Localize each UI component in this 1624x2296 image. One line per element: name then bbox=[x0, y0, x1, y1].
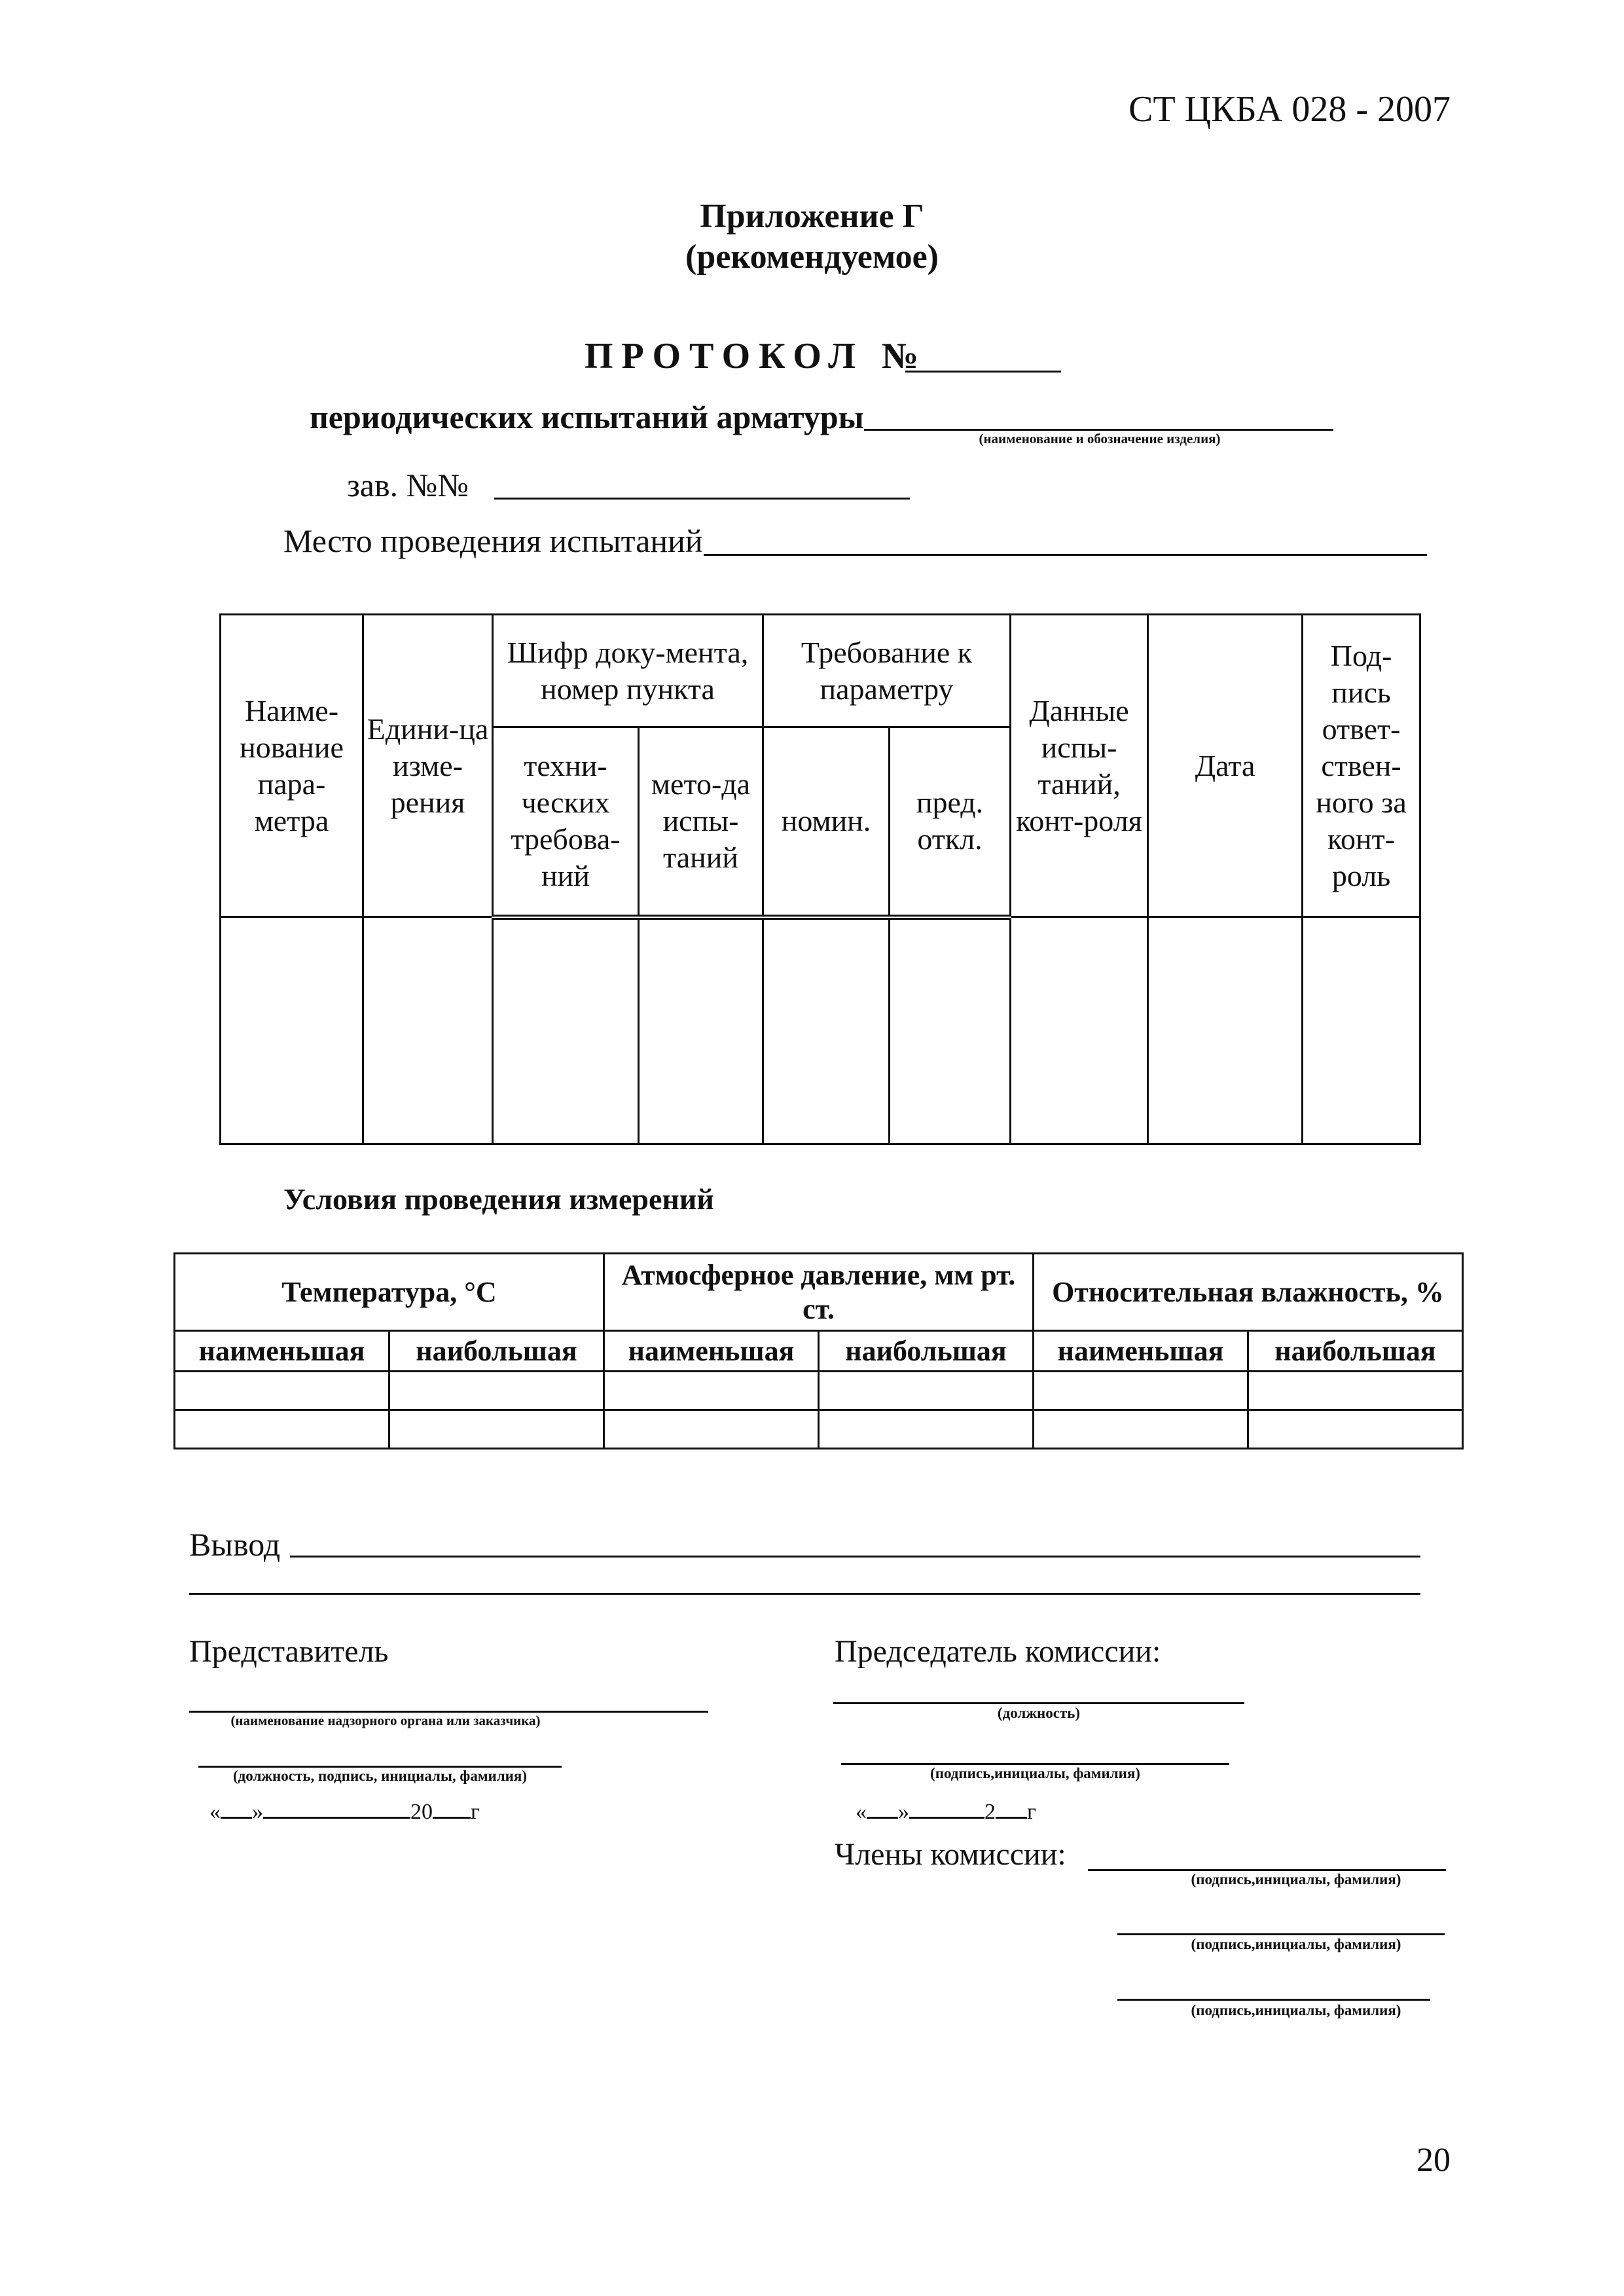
table-cell[interactable] bbox=[1248, 1410, 1463, 1449]
product-name-caption: (наименование и обозначение изделия) bbox=[979, 431, 1221, 446]
table-cell[interactable] bbox=[1303, 917, 1420, 1144]
representative-date[interactable]: « » 20 г bbox=[209, 1797, 480, 1825]
header-unit: Едини-ца изме-рения bbox=[363, 615, 493, 917]
test-results-table bbox=[219, 613, 1421, 1145]
representative-label: Представитель bbox=[189, 1634, 389, 1669]
table-cell[interactable] bbox=[175, 1410, 389, 1449]
header-pressure-min: наименьшая bbox=[604, 1331, 819, 1372]
header-test-data: Данные испы-таний, конт-роля bbox=[1011, 615, 1148, 917]
header-test-method: мето-да испы-таний bbox=[639, 727, 763, 917]
member-signature-caption-2: (подпись,инициалы, фамилия) bbox=[1191, 1936, 1401, 1952]
table-cell[interactable] bbox=[1248, 1372, 1463, 1410]
appendix-subtitle: (рекомендуемое) bbox=[685, 238, 939, 276]
table-cell[interactable] bbox=[175, 1372, 389, 1410]
header-temperature: Температура, °С bbox=[175, 1254, 604, 1331]
chairman-position-field[interactable] bbox=[833, 1702, 1244, 1704]
member-signature-field-3[interactable] bbox=[1117, 1999, 1430, 2001]
header-tech-requirements: техни-ческих требова-ний bbox=[493, 727, 639, 917]
conclusion-label: Вывод bbox=[189, 1526, 281, 1563]
commission-members-label: Члены комиссии: bbox=[835, 1837, 1066, 1872]
conclusion-field[interactable] bbox=[290, 1556, 1420, 1558]
chairman-date[interactable]: « » 2 г bbox=[856, 1797, 1036, 1825]
representative-org-caption: (наименование надзорного органа или заказчика) bbox=[230, 1713, 541, 1728]
serial-numbers-field[interactable] bbox=[494, 498, 910, 500]
table-cell[interactable] bbox=[493, 917, 639, 1144]
header-tolerance: пред. откл. bbox=[890, 727, 1011, 917]
table-cell[interactable] bbox=[389, 1410, 604, 1449]
conditions-title: Условия проведения измерений bbox=[283, 1182, 714, 1216]
chairman-signature-caption: (подпись,инициалы, фамилия) bbox=[930, 1765, 1140, 1781]
header-humidity-min: наименьшая bbox=[1034, 1331, 1248, 1372]
header-pressure-max: наибольшая bbox=[819, 1331, 1034, 1372]
chairman-position-caption: (должность) bbox=[997, 1705, 1081, 1721]
header-temp-max: наибольшая bbox=[389, 1331, 604, 1372]
protocol-title: ПРОТОКОЛ № bbox=[585, 336, 928, 376]
member-signature-field-2[interactable] bbox=[1117, 1933, 1445, 1935]
page-number: 20 bbox=[1416, 2141, 1451, 2179]
table-cell[interactable] bbox=[1034, 1372, 1248, 1410]
member-signature-caption-3: (подпись,инициалы, фамилия) bbox=[1191, 2002, 1401, 2018]
protocol-number-field[interactable] bbox=[905, 371, 1061, 373]
representative-person-caption: (должность, подпись, инициалы, фамилия) bbox=[232, 1768, 527, 1784]
test-place-field[interactable] bbox=[704, 554, 1427, 556]
table-cell[interactable] bbox=[389, 1372, 604, 1410]
table-cell[interactable] bbox=[639, 917, 763, 1144]
test-place-label: Место проведения испытаний bbox=[283, 522, 703, 559]
chairman-label: Председатель комиссии: bbox=[835, 1634, 1161, 1669]
header-requirement: Требование к параметру bbox=[763, 615, 1011, 727]
table-cell[interactable] bbox=[763, 917, 890, 1144]
table-cell[interactable] bbox=[363, 917, 493, 1144]
table-cell[interactable] bbox=[604, 1410, 819, 1449]
serial-numbers-label: зав. №№ bbox=[347, 467, 469, 503]
table-cell[interactable] bbox=[1034, 1410, 1248, 1449]
header-temp-min: наименьшая bbox=[175, 1331, 389, 1372]
periodic-tests-label: периодических испытаний арматуры bbox=[310, 399, 864, 435]
header-signature: Под-пись ответ-ствен-ного за конт-роль bbox=[1303, 615, 1420, 917]
member-signature-caption-1: (подпись,инициалы, фамилия) bbox=[1191, 1871, 1401, 1887]
conclusion-field-line-2[interactable] bbox=[189, 1593, 1420, 1595]
header-nominal: номин. bbox=[763, 727, 890, 917]
header-pressure: Атмосферное давление, мм рт. ст. bbox=[604, 1254, 1034, 1331]
table-cell[interactable] bbox=[221, 917, 363, 1144]
document-code: СТ ЦКБА 028 - 2007 bbox=[1128, 89, 1451, 130]
header-humidity: Относительная влажность, % bbox=[1034, 1254, 1463, 1331]
measurement-conditions-table bbox=[173, 1252, 1464, 1449]
table-cell[interactable] bbox=[819, 1410, 1034, 1449]
table-cell[interactable] bbox=[819, 1372, 1034, 1410]
table-cell[interactable] bbox=[604, 1372, 819, 1410]
table-cell[interactable] bbox=[1148, 917, 1303, 1144]
header-date: Дата bbox=[1148, 615, 1303, 917]
header-doc-cipher: Шифр доку-мента, номер пункта bbox=[493, 615, 763, 727]
table-cell[interactable] bbox=[1011, 917, 1148, 1144]
table-cell[interactable] bbox=[890, 917, 1011, 1144]
header-humidity-max: наибольшая bbox=[1248, 1331, 1463, 1372]
appendix-title: Приложение Г bbox=[700, 198, 924, 235]
header-param-name: Наиме-нование пара-метра bbox=[221, 615, 363, 917]
